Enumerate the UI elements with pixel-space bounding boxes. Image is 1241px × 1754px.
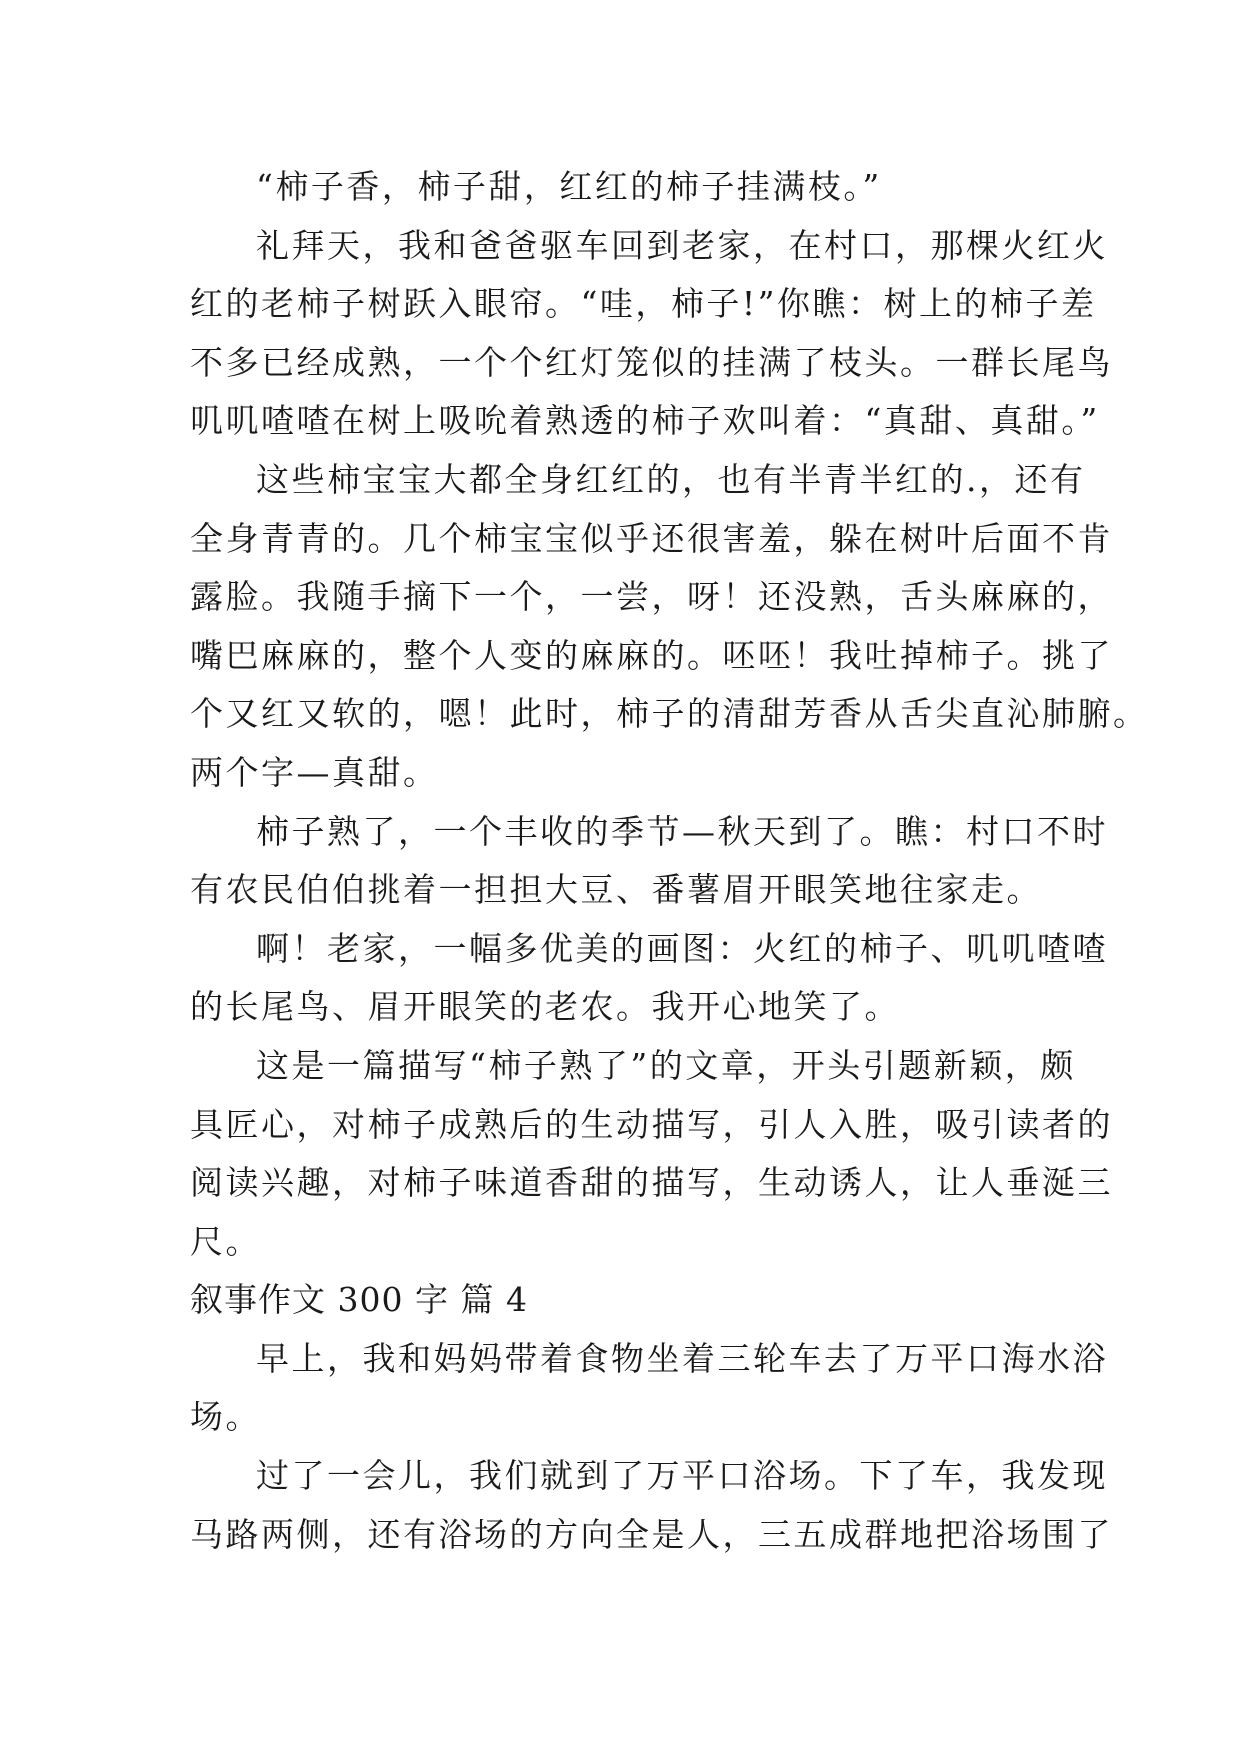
text-line: 嘴巴麻麻的，整个人变的麻麻的。呸呸！我吐掉柿子。挑了: [190, 635, 1113, 675]
text-line: “柿子香，柿子甜，红红的柿子挂满枝。”: [256, 167, 882, 206]
text-line: 阅读兴趣，对柿子味道香甜的描写，生动诱人，让人垂涎三: [190, 1163, 1113, 1203]
text-line: 场。: [190, 1397, 261, 1437]
text-line: 露脸。我随手摘下一个，一尝，呀！还没熟，舌头麻麻的，: [190, 577, 1113, 617]
text-line: 具匠心，对柿子成熟后的生动描写，引人入胜，吸引读者的: [190, 1104, 1113, 1144]
section-heading: 叙事作文 300 字 篇 4: [190, 1280, 528, 1320]
text-line: 礼拜天，我和爸爸驱车回到老家，在村口，那棵火红火: [256, 225, 1108, 265]
text-line: 马路两侧，还有浴场的方向全是人，三五成群地把浴场围了: [190, 1514, 1113, 1554]
text-line: 这些柿宝宝大都全身红红的，也有半青半红的.，还有: [256, 459, 1086, 499]
text-line: 叽叽喳喳在树上吸吮着熟透的柿子欢叫着：“真甜、真甜。”: [190, 401, 1100, 441]
text-line: 两个字—真甜。: [190, 752, 439, 792]
text-line: 啊！老家，一幅多优美的画图：火红的柿子、叽叽喳喳: [256, 928, 1108, 968]
text-line: 早上，我和妈妈带着食物坐着三轮车去了万平口海水浴: [256, 1338, 1108, 1378]
text-line: 不多已经成熟，一个个红灯笼似的挂满了枝头。一群长尾鸟: [190, 342, 1113, 382]
text-line: 柿子熟了，一个丰收的季节—秋天到了。瞧：村口不时: [256, 811, 1108, 851]
text-line: 有农民伯伯挑着一担担大豆、番薯眉开眼笑地往家走。: [190, 870, 1042, 910]
text-line: 个又红又软的，嗯！此时，柿子的清甜芳香从舌尖直沁肺腑。: [190, 694, 1149, 734]
text-line: 这是一篇描写“柿子熟了”的文章，开头引题新颖，颇: [256, 1045, 1076, 1085]
text-line: 红的老柿子树跃入眼帘。“哇，柿子!”你瞧：树上的柿子差: [190, 284, 1097, 324]
text-line: 全身青青的。几个柿宝宝似乎还很害羞，躲在树叶后面不肯: [190, 518, 1113, 558]
document-body: [190, 158, 1149, 1564]
text-line: 的长尾鸟、眉开眼笑的老农。我开心地笑了。: [190, 987, 900, 1027]
text-line: 过了一会儿，我们就到了万平口浴场。下了车，我发现: [256, 1456, 1108, 1496]
text-line: 尺。: [190, 1221, 261, 1261]
